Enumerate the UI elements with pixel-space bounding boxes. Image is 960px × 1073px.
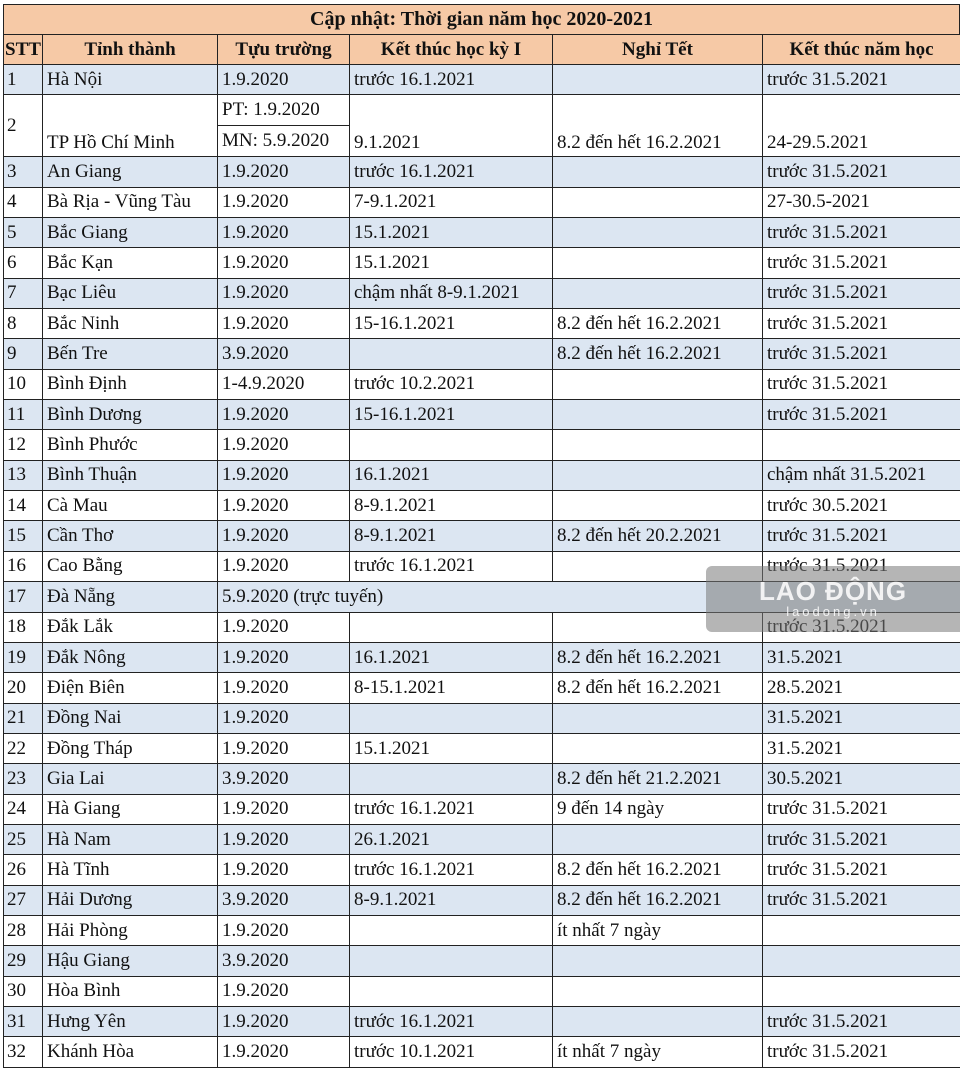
cell-province: Bến Tre: [43, 339, 218, 369]
cell-year-end: trước 31.5.2021: [763, 1037, 960, 1067]
table-row: [4, 824, 960, 854]
table-row: [4, 309, 960, 339]
cell-start-line-2: MN: 5.9.2020: [222, 130, 330, 152]
table-row: [4, 248, 960, 278]
cell-tet: 8.2 đến hết 16.2.2021: [553, 339, 763, 369]
table-row: [4, 430, 960, 460]
table-row: [4, 65, 960, 95]
cell-year-end: trước 30.5.2021: [763, 491, 960, 521]
cell-hk1-end: [350, 915, 553, 945]
table-row: [4, 218, 960, 248]
spreadsheet: [3, 4, 960, 1068]
cell-tet: [553, 157, 763, 187]
cell-start: 1.9.2020: [218, 855, 350, 885]
cell-year-end: trước 31.5.2021: [763, 157, 960, 187]
cell-tet: [553, 278, 763, 308]
cell-tet: [553, 187, 763, 217]
cell-stt: 13: [4, 460, 43, 490]
cell-province: Bình Định: [43, 369, 218, 399]
cell-start: 1.9.2020: [218, 248, 350, 278]
table-row: [4, 855, 960, 885]
cell-hk1-end: 8-15.1.2021: [350, 673, 553, 703]
cell-stt: 32: [4, 1037, 43, 1067]
table-row: [4, 460, 960, 490]
cell-hk1-end: 15-16.1.2021: [350, 400, 553, 430]
cell-stt: 20: [4, 673, 43, 703]
cell-hk1-end: 15-16.1.2021: [350, 309, 553, 339]
cell-tet: [553, 460, 763, 490]
cell-stt: 30: [4, 976, 43, 1006]
cell-start: 1.9.2020: [218, 400, 350, 430]
cell-hk1-end: trước 16.1.2021: [350, 65, 553, 95]
cell-stt: 6: [4, 248, 43, 278]
cell-stt: 5: [4, 218, 43, 248]
cell-tet: [553, 1006, 763, 1036]
cell-tet: [553, 65, 763, 95]
cell-province: Hòa Bình: [43, 976, 218, 1006]
cell-tet: ít nhất 7 ngày: [553, 1037, 763, 1067]
cell-year-end: trước 31.5.2021: [763, 369, 960, 399]
cell-stt: 31: [4, 1006, 43, 1036]
cell-start: 1.9.2020: [218, 430, 350, 460]
cell-stt: 12: [4, 430, 43, 460]
cell-province: Bắc Giang: [43, 218, 218, 248]
cell-tet: [553, 248, 763, 278]
cell-start: 1.9.2020: [218, 187, 350, 217]
table-row: [4, 976, 960, 1006]
cell-start: 1-4.9.2020: [218, 369, 350, 399]
cell-hk1-end: chậm nhất 8-9.1.2021: [350, 278, 553, 308]
cell-year-end: trước 31.5.2021: [763, 521, 960, 551]
cell-tet: 8.2 đến hết 16.2.2021: [553, 309, 763, 339]
cell-year-end: [763, 946, 960, 976]
cell-stt: 24: [4, 794, 43, 824]
cell-stt: 9: [4, 339, 43, 369]
table-row: [4, 915, 960, 945]
cell-province: Hà Giang: [43, 794, 218, 824]
cell-year-end: trước 31.5.2021: [763, 885, 960, 915]
cell-hk1-end: [350, 430, 553, 460]
cell-province: Cà Mau: [43, 491, 218, 521]
cell-province: Đồng Tháp: [43, 733, 218, 763]
cell-tet: 8.2 đến hết 16.2.2021: [553, 673, 763, 703]
cell-tet: 8.2 đến hết 20.2.2021: [553, 521, 763, 551]
table-row: [4, 521, 960, 551]
cell-start: 1.9.2020: [218, 1006, 350, 1036]
cell-province: Đà Nẵng: [43, 582, 218, 612]
cell-tet: 9 đến 14 ngày: [553, 794, 763, 824]
cell-year-end: 24-29.5.2021: [763, 95, 960, 157]
cell-hk1-end: [350, 612, 553, 642]
cell-tet: [553, 430, 763, 460]
cell-hk1-end: 15.1.2021: [350, 218, 553, 248]
cell-tet: [553, 976, 763, 1006]
cell-hk1-end: trước 10.1.2021: [350, 1037, 553, 1067]
table-row: [4, 733, 960, 763]
cell-province: TP Hồ Chí Minh: [43, 95, 218, 157]
cell-year-end: chậm nhất 31.5.2021: [763, 460, 960, 490]
cell-hk1-end: [350, 976, 553, 1006]
cell-year-end: 31.5.2021: [763, 642, 960, 672]
cell-start: 1.9.2020: [218, 642, 350, 672]
cell-year-end: 28.5.2021: [763, 673, 960, 703]
cell-province: Hà Nội: [43, 65, 218, 95]
cell-hk1-end: 26.1.2021: [350, 824, 553, 854]
cell-province: Cao Bằng: [43, 551, 218, 581]
cell-year-end: trước 31.5.2021: [763, 218, 960, 248]
table-row: [4, 369, 960, 399]
cell-hk1-end: [350, 703, 553, 733]
cell-province: Hải Phòng: [43, 915, 218, 945]
cell-stt: 11: [4, 400, 43, 430]
table-row: [4, 491, 960, 521]
cell-tet: 8.2 đến hết 16.2.2021: [553, 885, 763, 915]
cell-tet: 8.2 đến hết 16.2.2021: [553, 95, 763, 157]
cell-hk1-end: 8-9.1.2021: [350, 885, 553, 915]
cell-tet: ít nhất 7 ngày: [553, 915, 763, 945]
cell-year-end: trước 31.5.2021: [763, 824, 960, 854]
cell-tet: [553, 703, 763, 733]
cell-hk1-end: 15.1.2021: [350, 733, 553, 763]
cell-province: Đắk Lắk: [43, 612, 218, 642]
cell-province: Bắc Kạn: [43, 248, 218, 278]
watermark-brand: LAO ĐỘNG: [758, 576, 908, 606]
cell-province: Bình Dương: [43, 400, 218, 430]
table-row: [4, 1006, 960, 1036]
table-row: [4, 885, 960, 915]
cell-province: Hậu Giang: [43, 946, 218, 976]
cell-hk1-end: trước 16.1.2021: [350, 1006, 553, 1036]
cell-year-end: trước 31.5.2021: [763, 339, 960, 369]
header-province: Tỉnh thành: [43, 35, 218, 65]
cell-hk1-end: 9.1.2021: [350, 95, 553, 157]
cell-tet: [553, 369, 763, 399]
cell-stt: 8: [4, 309, 43, 339]
cell-stt: 14: [4, 491, 43, 521]
cell-province: Bạc Liêu: [43, 278, 218, 308]
cell-stt: 3: [4, 157, 43, 187]
table-row: [4, 794, 960, 824]
cell-year-end: trước 31.5.2021: [763, 855, 960, 885]
cell-start: 1.9.2020: [218, 612, 350, 642]
cell-start: 1.9.2020: [218, 673, 350, 703]
cell-start: 1.9.2020: [218, 521, 350, 551]
cell-province: An Giang: [43, 157, 218, 187]
header-year-end: Kết thúc năm học: [763, 35, 960, 65]
header-tet: Nghỉ Tết: [553, 35, 763, 65]
cell-province: Bà Rịa - Vũng Tàu: [43, 187, 218, 217]
cell-province: Cần Thơ: [43, 521, 218, 551]
cell-year-end: [763, 915, 960, 945]
table-row: [4, 642, 960, 672]
table-row: [4, 157, 960, 187]
cell-year-end: trước 31.5.2021: [763, 1006, 960, 1036]
header-row: [4, 35, 960, 65]
cell-province: Gia Lai: [43, 764, 218, 794]
header-hk1-end: Kết thúc học kỳ I: [350, 35, 553, 65]
cell-hk1-end: [350, 946, 553, 976]
cell-hk1-end: [350, 764, 553, 794]
cell-start: 1.9.2020: [218, 218, 350, 248]
cell-start: 1.9.2020: [218, 491, 350, 521]
cell-year-end: 31.5.2021: [763, 703, 960, 733]
cell-tet: [553, 218, 763, 248]
cell-start: [218, 95, 350, 157]
cell-province: Điện Biên: [43, 673, 218, 703]
cell-start: 5.9.2020 (trực tuyến): [218, 582, 960, 612]
cell-stt: 1: [4, 65, 43, 95]
cell-hk1-end: trước 16.1.2021: [350, 157, 553, 187]
cell-stt: 2: [4, 95, 43, 157]
cell-stt: 16: [4, 551, 43, 581]
cell-province: Khánh Hòa: [43, 1037, 218, 1067]
cell-stt: 19: [4, 642, 43, 672]
cell-year-end: trước 31.5.2021: [763, 248, 960, 278]
cell-province: Hưng Yên: [43, 1006, 218, 1036]
cell-stt: 17: [4, 582, 43, 612]
cell-province: Hải Dương: [43, 885, 218, 915]
cell-stt: 22: [4, 733, 43, 763]
cell-start: 3.9.2020: [218, 885, 350, 915]
cell-stt: 15: [4, 521, 43, 551]
table-row: [4, 673, 960, 703]
cell-hk1-end: 8-9.1.2021: [350, 521, 553, 551]
cell-province: Hà Nam: [43, 824, 218, 854]
cell-start: 1.9.2020: [218, 551, 350, 581]
table-row: [4, 400, 960, 430]
cell-year-end: 27-30.5-2021: [763, 187, 960, 217]
cell-hk1-end: 16.1.2021: [350, 642, 553, 672]
cell-hk1-end: trước 16.1.2021: [350, 551, 553, 581]
cell-stt: 18: [4, 612, 43, 642]
cell-start: 1.9.2020: [218, 976, 350, 1006]
cell-tet: 8.2 đến hết 21.2.2021: [553, 764, 763, 794]
cell-tet: [553, 400, 763, 430]
cell-tet: [553, 946, 763, 976]
cell-year-end: [763, 430, 960, 460]
table-title: Cập nhật: Thời gian năm học 2020-2021: [3, 4, 960, 34]
cell-hk1-end: [350, 339, 553, 369]
cell-start: 1.9.2020: [218, 794, 350, 824]
table-row: [4, 339, 960, 369]
table-row: [4, 187, 960, 217]
table-row: [4, 95, 960, 157]
cell-stt: 25: [4, 824, 43, 854]
cell-stt: 23: [4, 764, 43, 794]
cell-hk1-end: 15.1.2021: [350, 248, 553, 278]
cell-province: Đồng Nai: [43, 703, 218, 733]
cell-hk1-end: trước 10.2.2021: [350, 369, 553, 399]
table-row: [4, 703, 960, 733]
cell-start: 1.9.2020: [218, 309, 350, 339]
cell-province: Hà Tĩnh: [43, 855, 218, 885]
cell-start: 1.9.2020: [218, 915, 350, 945]
cell-stt: 27: [4, 885, 43, 915]
cell-tet: [553, 824, 763, 854]
cell-year-end: 30.5.2021: [763, 764, 960, 794]
cell-start: 1.9.2020: [218, 65, 350, 95]
header-stt: STT: [4, 35, 43, 65]
cell-tet: [553, 491, 763, 521]
cell-stt: 4: [4, 187, 43, 217]
cell-start: 1.9.2020: [218, 824, 350, 854]
table-row: [4, 278, 960, 308]
cell-hk1-end: trước 16.1.2021: [350, 855, 553, 885]
cell-tet: 8.2 đến hết 16.2.2021: [553, 855, 763, 885]
cell-start: 1.9.2020: [218, 1037, 350, 1067]
cell-year-end: trước 31.5.2021: [763, 278, 960, 308]
cell-start: 1.9.2020: [218, 278, 350, 308]
cell-stt: 21: [4, 703, 43, 733]
cell-year-end: trước 31.5.2021: [763, 309, 960, 339]
cell-hk1-end: 7-9.1.2021: [350, 187, 553, 217]
cell-start: 1.9.2020: [218, 703, 350, 733]
cell-start: 3.9.2020: [218, 764, 350, 794]
cell-year-end: trước 31.5.2021: [763, 65, 960, 95]
cell-hk1-end: 8-9.1.2021: [350, 491, 553, 521]
cell-start: 3.9.2020: [218, 946, 350, 976]
cell-year-end: trước 31.5.2021: [763, 400, 960, 430]
header-start: Tựu trường: [218, 35, 350, 65]
cell-tet: [553, 733, 763, 763]
cell-year-end: trước 31.5.2021: [763, 794, 960, 824]
table-row: [4, 1037, 960, 1067]
cell-hk1-end: 16.1.2021: [350, 460, 553, 490]
laodong-watermark-logo: [706, 566, 960, 632]
cell-year-end: 31.5.2021: [763, 733, 960, 763]
school-year-table: [3, 34, 960, 1068]
cell-stt: 29: [4, 946, 43, 976]
cell-year-end: [763, 976, 960, 1006]
table-row: [4, 946, 960, 976]
cell-province: Bình Phước: [43, 430, 218, 460]
cell-start: 3.9.2020: [218, 339, 350, 369]
cell-stt: 26: [4, 855, 43, 885]
table-row: [4, 764, 960, 794]
cell-start: 1.9.2020: [218, 460, 350, 490]
cell-stt: 7: [4, 278, 43, 308]
cell-hk1-end: trước 16.1.2021: [350, 794, 553, 824]
cell-start: 1.9.2020: [218, 733, 350, 763]
cell-province: Đắk Nông: [43, 642, 218, 672]
cell-province: Bình Thuận: [43, 460, 218, 490]
cell-stt: 28: [4, 915, 43, 945]
cell-tet: 8.2 đến hết 16.2.2021: [553, 642, 763, 672]
watermark-site: laodong.vn: [786, 604, 880, 619]
cell-start: 1.9.2020: [218, 157, 350, 187]
cell-start-line-1: PT: 1.9.2020: [218, 95, 349, 126]
cell-stt: 10: [4, 369, 43, 399]
cell-province: Bắc Ninh: [43, 309, 218, 339]
